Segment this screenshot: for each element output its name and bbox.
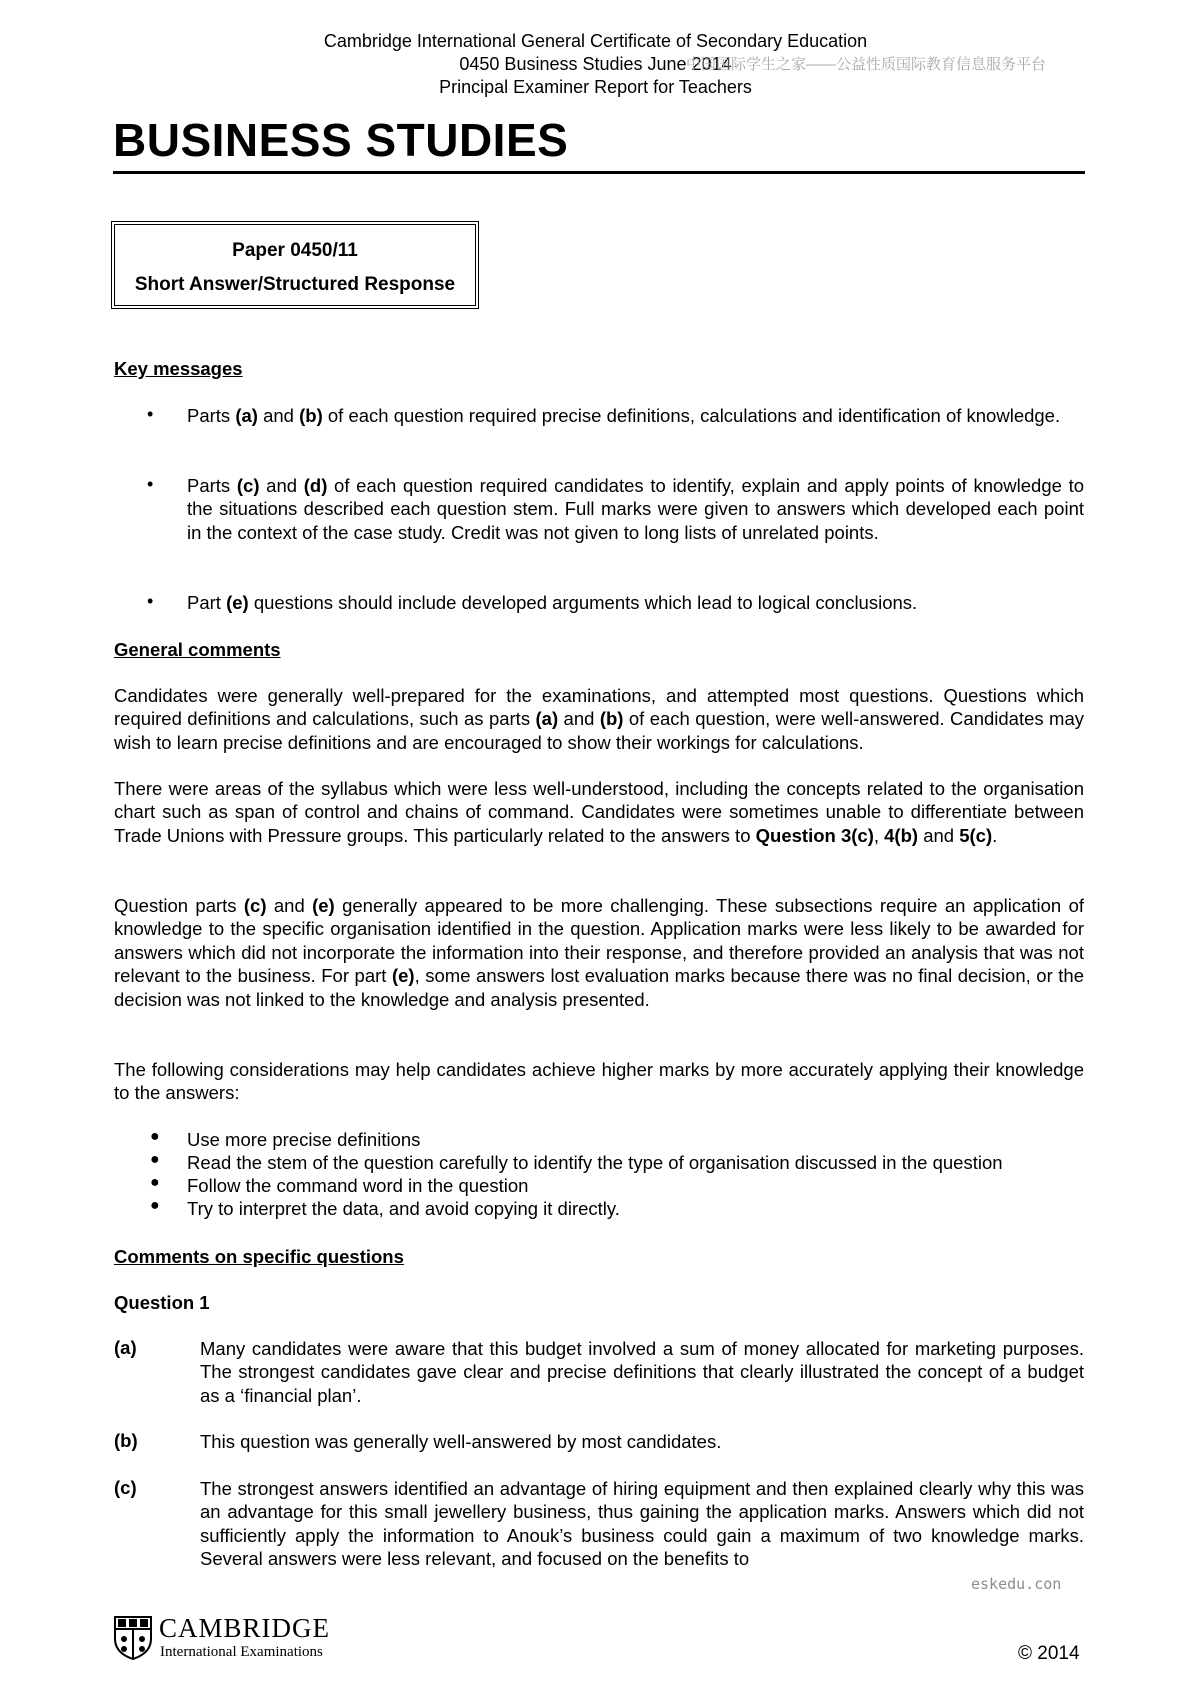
header-line-3: Principal Examiner Report for Teachers bbox=[439, 77, 752, 97]
general-paragraph-4: The following considerations may help candidates achieve higher marks by more accurately applying their knowledge to the answers: bbox=[114, 1059, 1084, 1104]
site-watermark: eskedu.con bbox=[971, 1575, 1062, 1593]
paper-info-box bbox=[111, 221, 479, 309]
list-item: Use more precise definitions bbox=[187, 1129, 421, 1150]
list-item: Read the stem of the question carefully to identify the type of organisation discussed in the question bbox=[187, 1152, 1003, 1173]
logo-wordmark: CAMBRIDGE bbox=[159, 1613, 331, 1643]
general-paragraph-1: Candidates were generally well-prepared for the examinations, and attempted most questions. Questions which required definitions and calculations, such as parts (a) and (b) of each question, were well-answered. Candidates may wish to learn precise definitions and are encouraged to show their workings for calculations. bbox=[114, 685, 1085, 753]
logo-subtitle: International Examinations bbox=[160, 1644, 323, 1660]
paper-number: Paper 0450/11 bbox=[232, 240, 358, 261]
page-title: BUSINESS STUDIES bbox=[113, 114, 569, 166]
title-underline bbox=[113, 171, 1085, 174]
header-line-2: 0450 Business Studies June 2014 bbox=[459, 54, 732, 74]
bullet-icon: ● bbox=[150, 1151, 160, 1168]
part-c-label: (c) bbox=[114, 1477, 137, 1498]
list-item: Try to interpret the data, and avoid copying it directly. bbox=[187, 1198, 620, 1219]
part-a-label: (a) bbox=[114, 1337, 137, 1358]
key-message-3: Part (e) questions should include developed arguments which lead to logical conclusions. bbox=[187, 592, 918, 613]
part-b-label: (b) bbox=[114, 1430, 138, 1451]
header-line-1: Cambridge International General Certificate of Secondary Education bbox=[323, 31, 868, 51]
specific-questions-heading: Comments on specific questions bbox=[114, 1246, 404, 1267]
general-comments-heading: General comments bbox=[114, 639, 281, 660]
question-1-heading: Question 1 bbox=[114, 1292, 210, 1313]
watermark-text: 中国国际学生之家——公益性质国际教育信息服务平台 bbox=[686, 56, 1047, 73]
bullet-icon: • bbox=[147, 591, 154, 611]
bullet-icon: • bbox=[147, 404, 154, 424]
bullet-icon: ● bbox=[150, 1197, 160, 1214]
bullet-icon: ● bbox=[150, 1174, 160, 1191]
bullet-icon: ● bbox=[150, 1128, 160, 1145]
key-messages-heading: Key messages bbox=[114, 358, 243, 379]
key-message-2: Parts (c) and (d) of each question required candidates to identify, explain and apply points of knowledge to the situations described each question stem. Full marks were given to answers which developed each point in the context of the case study. Credit was not given to long lists of unrelated points. bbox=[187, 475, 1085, 543]
general-paragraph-2: There were areas of the syllabus which were less well-understood, including the concepts related to the organisation chart such as span of control and chains of command. Candidates were sometimes unable to differentiate between Trade Unions with Pressure groups. This particularly related to the answers to Question 3(c), 4(b) and 5(c). bbox=[114, 778, 1084, 846]
paper-type: Short Answer/Structured Response bbox=[134, 274, 456, 295]
copyright: © 2014 bbox=[1018, 1643, 1080, 1664]
part-b-text: This question was generally well-answered by most candidates. bbox=[200, 1431, 722, 1452]
general-paragraph-3: Question parts (c) and (e) generally appeared to be more challenging. These subsections require an application of knowledge to the specific organisation identified in the question. Application marks were less likely to be awarded for answers which did not incorporate the information into their response, and therefore provided an analysis that was not relevant to the business. For part (e), some answers lost evaluation marks because there was no final decision, or the decision was not linked to the knowledge and analysis presented. bbox=[114, 895, 1085, 1010]
key-message-1: Parts (a) and (b) of each question required precise definitions, calculations and identification of knowledge. bbox=[187, 405, 1061, 426]
shield-crest-icon bbox=[113, 1615, 153, 1661]
part-c-text: The strongest answers identified an advantage of hiring equipment and then explained clearly why this was an advantage for this small jewellery business, thus gaining the application marks. Answers which did not sufficiently apply the information to Anouk’s business could gain a maximum of two knowledge marks. Several answers were less relevant, and focused on the benefits to bbox=[200, 1478, 1084, 1570]
bullet-icon: • bbox=[147, 474, 154, 494]
part-a-text: Many candidates were aware that this budget involved a sum of money allocated for marketing purposes. The strongest candidates gave clear and precise definitions that clearly illustrated the concept of a budget as a ‘financial plan’. bbox=[200, 1338, 1084, 1406]
list-item: Follow the command word in the question bbox=[187, 1175, 529, 1196]
